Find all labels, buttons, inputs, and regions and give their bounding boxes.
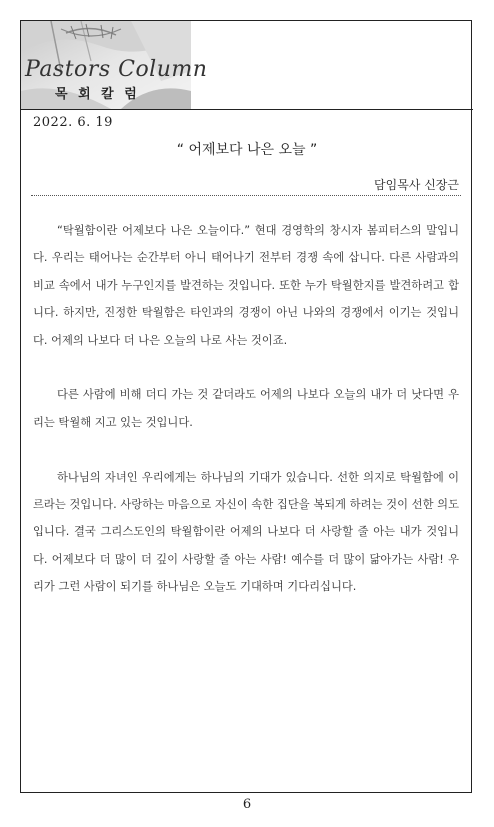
article-date: 2022. 6. 19	[33, 115, 113, 130]
dotted-divider	[31, 195, 461, 196]
page-frame	[20, 20, 472, 793]
article-author: 담임목사 신장근	[374, 178, 459, 192]
article-body	[33, 217, 459, 628]
column-banner	[21, 21, 473, 110]
paragraph: 다른 사람에 비해 더디 가는 것 같더라도 어제의 나보다 오늘의 내가 더 낫다면 우리는 탁월해 지고 있는 것입니다.	[33, 388, 459, 429]
column-subtitle: 목 회 칼 럼	[55, 87, 140, 102]
article-title: “ 어제보다 나은 오늘 ”	[176, 142, 318, 158]
paragraph: “탁월함이란 어제보다 나은 오늘이다.” 현대 경영학의 창시자 봄피터스의 말입니다. 우리는 태어나는 순간부터 아니 태어나기 전부터 경쟁 속에 삽니다. 다른 사람과의 비교 속에서 내가 누구인지를 발견하는 것입니다. 또한 누가 탁월한지를 발견하려고 합니다. 하지만, 진정한 탁월함은 타인과의 경쟁이 아닌 나와의 경쟁에서 이기는 것입니다. 어제의 나보다 더 나은 오늘의 나로 사는 것이죠.	[33, 224, 459, 347]
paragraph: 하나님의 자녀인 우리에게는 하나님의 기대가 있습니다. 선한 의지로 탁월함에 이르라는 것입니다. 사랑하는 마음으로 자신이 속한 집단을 복되게 하려는 것이 선한 의도입니다. 결국 그리스도인의 탁월함이란 어제의 나보다 더 사랑할 줄 아는 내가 것입니다. 어제보다 더 많이 더 깊이 사랑할 줄 아는 사람! 예수를 더 많이 닮아가는 사람! 우리가 그런 사람이 되기를 하나님은 오늘도 기대하며 기다리십니다.	[33, 470, 459, 594]
column-title: Pastors Column	[25, 57, 208, 82]
page-number: 6	[242, 797, 252, 812]
